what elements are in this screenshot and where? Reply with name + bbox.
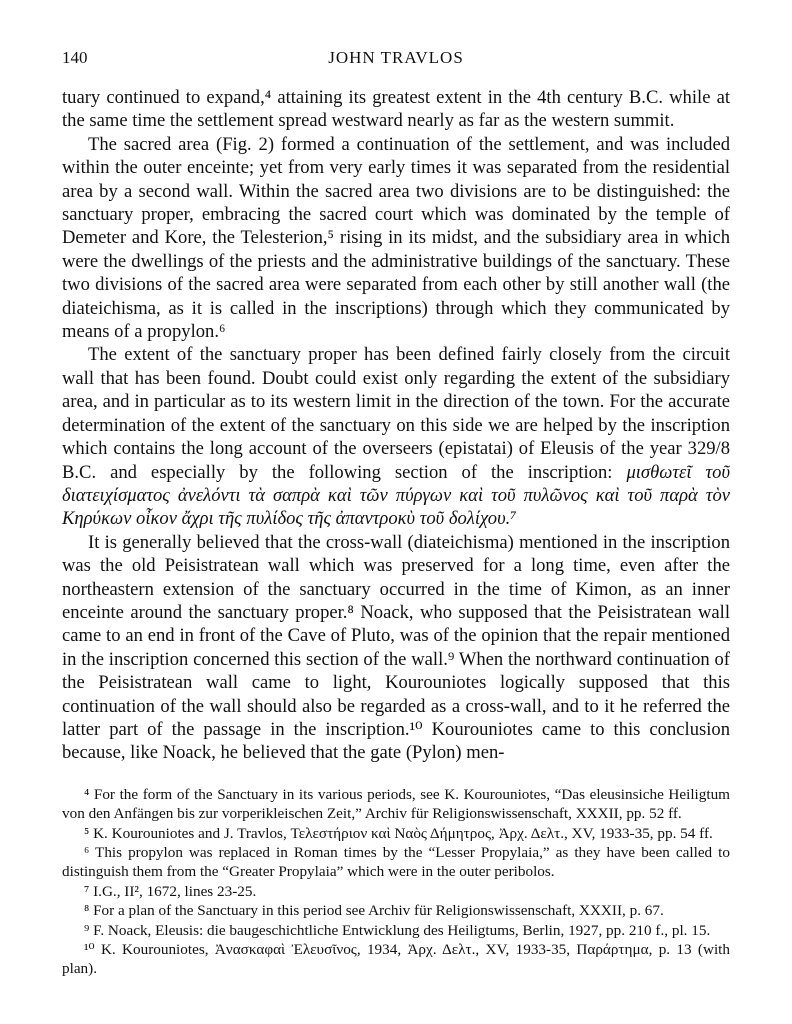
footnotes — [62, 785, 730, 979]
paragraph-3 — [62, 343, 730, 530]
footnote-8: ⁸ For a plan of the Sanctuary in this period see Archiv für Religionswissenschaft, XXXII, p. 67. — [84, 902, 664, 920]
page-header — [62, 48, 730, 76]
paragraph-2: The sacred area (Fig. 2) formed a continuation of the settlement, and was included within the outer enceinte; yet from very early times it was separated from the residential area by a second wall. Within the sacred area two divisions are to be distinguished: the sanctuary proper, embracing the sacred court which was dominated by the temple of Demeter and Kore, the Telesterion,⁵ rising in its midst, and the subsidiary area in which were the dwellings of the priests and the administrative buildings of the sanctuary. These two divisions of the sacred area were separated from each other by still another wall (the diateichisma, as it is called in the inscriptions) through which they communicated by means of a propylon.⁶ — [62, 133, 730, 343]
body-text — [62, 86, 730, 765]
footnote-9: ⁹ F. Noack, Eleusis: die baugeschichtliche Entwicklung des Heiligtums, Berlin, 1927, pp. 210 f., pl. 15. — [84, 921, 711, 939]
paragraph-3-text: The extent of the sanctuary proper has been defined fairly closely from the circuit wall that has been found. Doubt could exist only regarding the extent of the subsidiary area, and in particular as to its western limit in the direction of the town. For the accurate determination of the extent of the sanctuary on this side we are helped by the inscription which contains the long account of the overseers (epistatai) of Eleusis of the year 329/8 B.C. and especially by the following section of the inscription: — [62, 344, 730, 483]
paragraph-1: tuary continued to expand,⁴ attaining its greatest extent in the 4th century B.C. while at the same time the settlement spread westward nearly as far as the western summit. — [62, 87, 730, 132]
greek-inscription-quote: μισθωτεῖ τοῦ διατειχίσματος ἀνελόντι τὰ σαπρὰ καὶ τῶν πύργων καὶ τοῦ πυλῶνος καὶ τοῦ παρὰ τὸν Κηρύκων οἶκον ἄχρι τῆς πυλίδος τῆς ἀπαντροκὺ τοῦ δολίχου.⁷ — [62, 461, 730, 530]
footnote-5: ⁵ K. Kourouniotes and J. Travlos, Τελεστήριον καὶ Ναὸς Δήμητρος, Ἀρχ. Δελτ., XV, 1933-35, pp. 54 ff. — [84, 824, 713, 842]
footnote-4: ⁴ For the form of the Sanctuary in its various periods, see K. Kourouniotes, “Das eleusinsiche Heiligtum von den Anfängen bis zur vorperikleischen Zeit,” Archiv für Religionswissenschaft, XXXII, pp. 52 ff. — [62, 785, 730, 823]
footnote-7: ⁷ I.G., II², 1672, lines 23-25. — [84, 882, 257, 900]
footnote-6: ⁶ This propylon was replaced in Roman times by the “Lesser Propylaia,” as they have been called to distinguish them from the “Greater Propylaia” which were in the outer peribolos. — [62, 844, 730, 881]
paragraph-4: It is generally believed that the cross-wall (diateichisma) mentioned in the inscription was the old Peisistratean wall which was preserved for a long time, even after the northeastern extension of the sanctuary occurred in the time of Kimon, as an inner enceinte around the sanctuary proper.⁸ Noack, who supposed that the Peisistratean wall came to an end in front of the Cave of Pluto, was of the opinion that the repair mentioned in the inscription concerned this section of the wall.⁹ When the northward continuation of the Peisistratean wall came to light, Kourouniotes logically supposed that this continuation of the wall should also be regarded as a cross-wall, and to it he referred the latter part of the passage in the inscription.¹⁰ Kourouniotes came to this conclusion because, like Noack, he believed that the gate (Pylon) men- — [62, 531, 730, 764]
page-number: 140 — [62, 48, 88, 67]
running-head: JOHN TRAVLOS — [328, 48, 464, 67]
footnote-10: ¹⁰ K. Kourouniotes, Ἀνασκαφαὶ Ἐλευσῖνος, 1934, Ἀρχ. Δελτ., XV, 1933-35, Παράρτημα, p. 13 (with plan). — [62, 941, 730, 978]
page — [62, 48, 730, 979]
